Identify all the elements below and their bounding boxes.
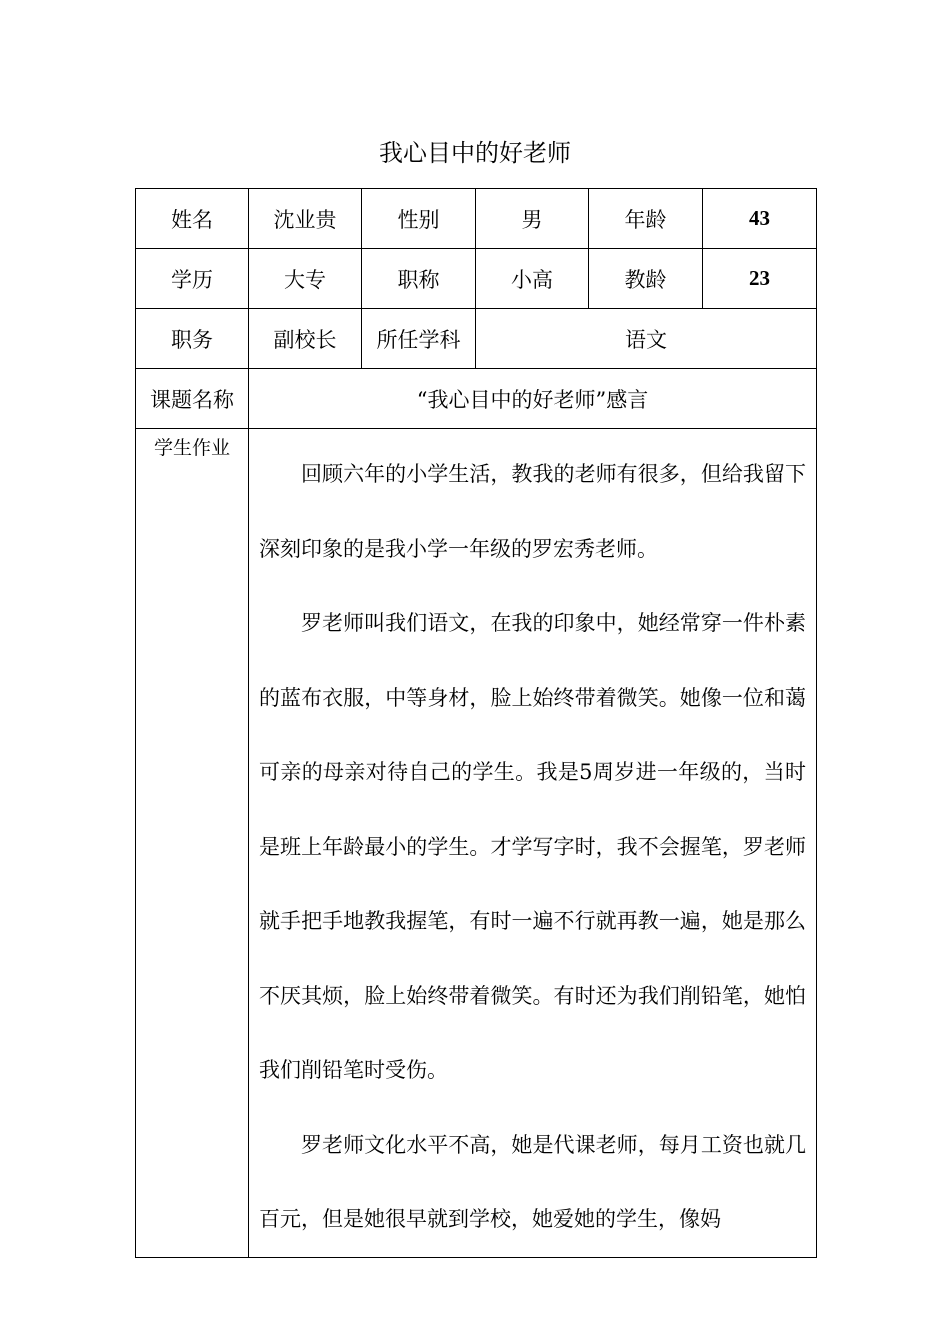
document-title: 我心目中的好老师 bbox=[379, 139, 571, 167]
title-rank-value: 小高 bbox=[476, 249, 589, 309]
gender-value: 男 bbox=[476, 189, 589, 249]
education-label: 学历 bbox=[136, 249, 249, 309]
essay-paragraph: 罗老师叫我们语文，在我的印象中，她经常穿一件朴素的蓝布衣服，中等身材，脸上始终带着微笑。她像一位和蔼可亲的母亲对待自己的学生。我是5周岁进一年级的，当时是班上年龄最小的学生。才学写字时，我不会握笔，罗老师就手把手地教我握笔，有时一遍不行就再教一遍，她是那么不厌其烦，脸上始终带着微笑。有时还为我们削铅笔，她怕我们削铅笔时受伤。 bbox=[259, 611, 806, 1082]
teacher-info-form bbox=[135, 188, 817, 1258]
form-row-education bbox=[136, 249, 817, 309]
gender-label: 性别 bbox=[362, 189, 476, 249]
form-row-basic bbox=[136, 189, 817, 249]
essay-text bbox=[249, 429, 816, 1257]
position-value: 副校长 bbox=[249, 309, 362, 369]
name-value: 沈业贵 bbox=[249, 189, 362, 249]
subject-label: 所任学科 bbox=[362, 309, 476, 369]
name-label: 姓名 bbox=[136, 189, 249, 249]
education-value: 大专 bbox=[249, 249, 362, 309]
subject-value: 语文 bbox=[476, 309, 817, 369]
teaching-years-value: 23 bbox=[703, 249, 817, 309]
essay-paragraph: 回顾六年的小学生活，教我的老师有很多，但给我留下深刻印象的是我小学一年级的罗宏秀老师。 bbox=[259, 462, 806, 561]
essay-paragraph: 罗老师文化水平不高，她是代课老师，每月工资也就几百元，但是她很早就到学校，她爱她的学生，像妈 bbox=[259, 1132, 806, 1231]
topic-label: 课题名称 bbox=[136, 369, 249, 429]
title-rank-label: 职称 bbox=[362, 249, 476, 309]
age-value: 43 bbox=[703, 189, 817, 249]
teaching-years-label: 教龄 bbox=[589, 249, 703, 309]
form-row-homework bbox=[136, 429, 817, 1258]
form-row-position bbox=[136, 309, 817, 369]
homework-body bbox=[249, 429, 817, 1258]
topic-value: “我心目中的好老师”感言 bbox=[249, 369, 817, 429]
age-label: 年龄 bbox=[589, 189, 703, 249]
position-label: 职务 bbox=[136, 309, 249, 369]
form-row-topic bbox=[136, 369, 817, 429]
homework-label: 学生作业 bbox=[136, 429, 249, 1258]
